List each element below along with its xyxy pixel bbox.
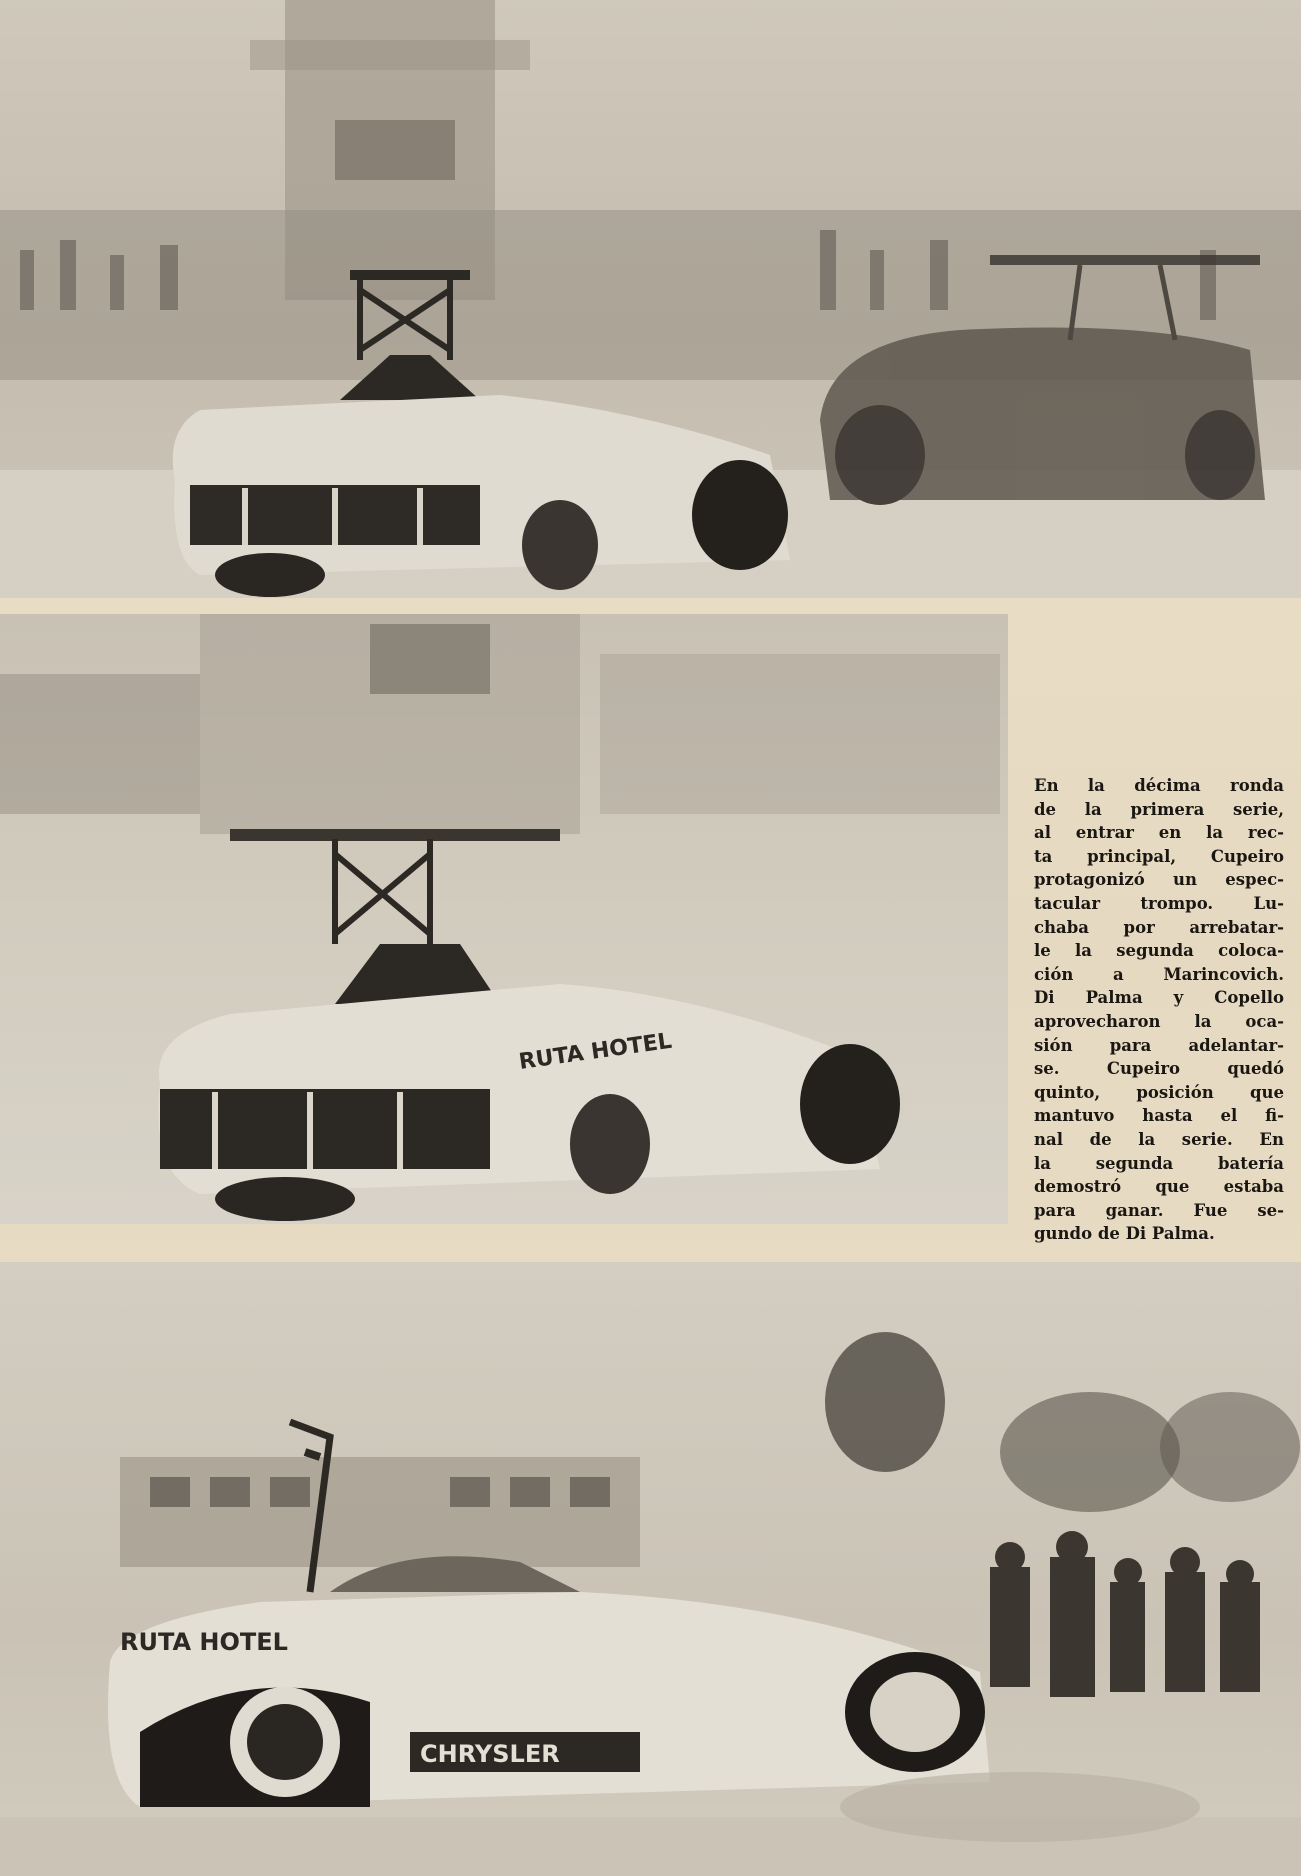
caption-line: tacular trompo. Lu-	[1034, 893, 1284, 913]
caption-line: aprovecharon la oca-	[1034, 1011, 1284, 1031]
photo-caption	[1034, 774, 1284, 1246]
caption-line: la segunda batería	[1034, 1153, 1284, 1173]
photo-race-car-crowd-bottom	[0, 1262, 1301, 1876]
caption-line: de la primera serie,	[1034, 799, 1284, 819]
caption-line: chaba por arrebatar-	[1034, 917, 1284, 937]
photo-3-illustration	[0, 1262, 1301, 1876]
photo-race-car-spin-top	[0, 0, 1301, 598]
caption-line: se. Cupeiro quedó	[1034, 1059, 1284, 1079]
photo-1-illustration	[0, 0, 1301, 598]
caption-line: En la décima ronda	[1034, 776, 1284, 795]
svg-text:CHRYSLER: CHRYSLER	[420, 1740, 560, 1768]
caption-line: protagonizó un espec-	[1034, 870, 1284, 890]
caption-line: para ganar. Fue se-	[1034, 1200, 1284, 1220]
photo-2-illustration	[0, 614, 1008, 1224]
caption-line: quinto, posición que	[1034, 1082, 1284, 1102]
caption-line: sión para adelantar-	[1034, 1035, 1284, 1055]
caption-line: al entrar en la rec-	[1034, 823, 1284, 843]
caption-line: le la segunda coloca-	[1034, 941, 1284, 961]
caption-line: nal de la serie. En	[1034, 1129, 1284, 1149]
caption-line: gundo de Di Palma.	[1034, 1224, 1215, 1244]
svg-text:RUTA HOTEL: RUTA HOTEL	[517, 1028, 674, 1075]
caption-line: Di Palma y Copello	[1034, 988, 1284, 1008]
photo-race-car-spin-middle	[0, 614, 1008, 1224]
svg-text:RUTA HOTEL: RUTA HOTEL	[120, 1628, 288, 1656]
caption-line: ción a Marincovich.	[1034, 964, 1284, 984]
caption-line: demostró que estaba	[1034, 1177, 1284, 1197]
caption-line: mantuvo hasta el fi-	[1034, 1106, 1284, 1126]
caption-line: ta principal, Cupeiro	[1034, 846, 1284, 866]
